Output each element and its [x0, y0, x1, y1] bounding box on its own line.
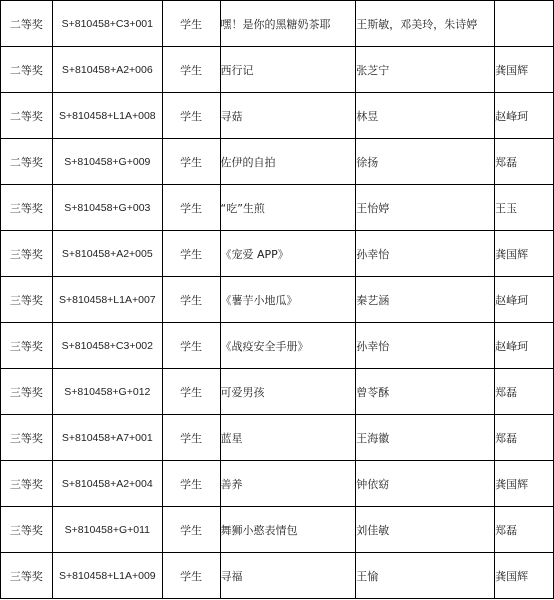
- advisor-cell: 郑磊: [495, 507, 554, 553]
- entry-id-cell: S+810458+A2+004: [52, 461, 162, 507]
- entry-id-cell: S+810458+C3+002: [52, 323, 162, 369]
- entry-id-cell: S+810458+A2+006: [52, 47, 162, 93]
- award-cell: 三等奖: [1, 185, 53, 231]
- authors-cell: 刘佳敏: [356, 507, 495, 553]
- table-row: [1, 231, 554, 277]
- work-title-cell: “吃”生煎: [220, 185, 356, 231]
- award-cell: 三等奖: [1, 415, 53, 461]
- authors-cell: 林昱: [356, 93, 495, 139]
- table-row: [1, 461, 554, 507]
- advisor-cell: 郑磊: [495, 369, 554, 415]
- category-cell: 学生: [162, 231, 220, 277]
- authors-cell: 曾苓酥: [356, 369, 495, 415]
- entry-id-cell: S+810458+L1A+008: [52, 93, 162, 139]
- authors-cell: 王愉: [356, 553, 495, 599]
- authors-cell: 徐扬: [356, 139, 495, 185]
- award-cell: 二等奖: [1, 93, 53, 139]
- category-cell: 学生: [162, 507, 220, 553]
- authors-cell: 钟依窈: [356, 461, 495, 507]
- advisor-cell: 赵峰珂: [495, 277, 554, 323]
- authors-cell: 秦艺涵: [356, 277, 495, 323]
- work-title-cell: 寻福: [220, 553, 356, 599]
- work-title-cell: 可爱男孩: [220, 369, 356, 415]
- advisor-cell: [495, 1, 554, 47]
- work-title-cell: 《宠爱 APP》: [220, 231, 356, 277]
- award-cell: 三等奖: [1, 277, 53, 323]
- authors-cell: 张芝宁: [356, 47, 495, 93]
- advisor-cell: 赵峰珂: [495, 323, 554, 369]
- authors-cell: 王海徽: [356, 415, 495, 461]
- entry-id-cell: S+810458+L1A+007: [52, 277, 162, 323]
- work-title-cell: 蓝星: [220, 415, 356, 461]
- award-cell: 三等奖: [1, 231, 53, 277]
- advisor-cell: 龚国辉: [495, 47, 554, 93]
- work-title-cell: 善养: [220, 461, 356, 507]
- table-row: [1, 185, 554, 231]
- category-cell: 学生: [162, 553, 220, 599]
- advisor-cell: 龚国辉: [495, 553, 554, 599]
- entry-id-cell: S+810458+G+009: [52, 139, 162, 185]
- award-cell: 二等奖: [1, 47, 53, 93]
- advisor-cell: 赵峰珂: [495, 93, 554, 139]
- award-cell: 三等奖: [1, 369, 53, 415]
- authors-cell: 王怡婷: [356, 185, 495, 231]
- advisor-cell: 王玉: [495, 185, 554, 231]
- entry-id-cell: S+810458+L1A+009: [52, 553, 162, 599]
- award-cell: 三等奖: [1, 507, 53, 553]
- entry-id-cell: S+810458+A2+005: [52, 231, 162, 277]
- advisor-cell: 郑磊: [495, 139, 554, 185]
- awards-table-body: [1, 1, 554, 599]
- award-cell: 三等奖: [1, 553, 53, 599]
- work-title-cell: 舞狮小憨表情包: [220, 507, 356, 553]
- work-title-cell: 佐伊的自拍: [220, 139, 356, 185]
- advisor-cell: 郑磊: [495, 415, 554, 461]
- work-title-cell: 《战疫安全手册》: [220, 323, 356, 369]
- category-cell: 学生: [162, 415, 220, 461]
- category-cell: 学生: [162, 369, 220, 415]
- entry-id-cell: S+810458+G+003: [52, 185, 162, 231]
- work-title-cell: 寻菇: [220, 93, 356, 139]
- table-row: [1, 277, 554, 323]
- table-row: [1, 47, 554, 93]
- award-cell: 三等奖: [1, 323, 53, 369]
- work-title-cell: 《薯芋小地瓜》: [220, 277, 356, 323]
- work-title-cell: 西行记: [220, 47, 356, 93]
- category-cell: 学生: [162, 1, 220, 47]
- authors-cell: 孙幸怡: [356, 323, 495, 369]
- category-cell: 学生: [162, 277, 220, 323]
- table-row: [1, 93, 554, 139]
- entry-id-cell: S+810458+A7+001: [52, 415, 162, 461]
- table-row: [1, 369, 554, 415]
- category-cell: 学生: [162, 93, 220, 139]
- table-row: [1, 415, 554, 461]
- award-cell: 二等奖: [1, 1, 53, 47]
- entry-id-cell: S+810458+G+012: [52, 369, 162, 415]
- table-row: [1, 507, 554, 553]
- advisor-cell: 龚国辉: [495, 231, 554, 277]
- table-row: [1, 139, 554, 185]
- table-row: [1, 1, 554, 47]
- work-title-cell: 嘿！是你的黑糖奶茶耶: [220, 1, 356, 47]
- category-cell: 学生: [162, 47, 220, 93]
- table-row: [1, 553, 554, 599]
- entry-id-cell: S+810458+C3+001: [52, 1, 162, 47]
- award-cell: 二等奖: [1, 139, 53, 185]
- authors-cell: 王斯敏，邓美玲，朱诗婷: [356, 1, 495, 47]
- category-cell: 学生: [162, 461, 220, 507]
- category-cell: 学生: [162, 185, 220, 231]
- authors-cell: 孙幸怡: [356, 231, 495, 277]
- advisor-cell: 龚国辉: [495, 461, 554, 507]
- category-cell: 学生: [162, 139, 220, 185]
- award-cell: 三等奖: [1, 461, 53, 507]
- table-row: [1, 323, 554, 369]
- entry-id-cell: S+810458+G+011: [52, 507, 162, 553]
- category-cell: 学生: [162, 323, 220, 369]
